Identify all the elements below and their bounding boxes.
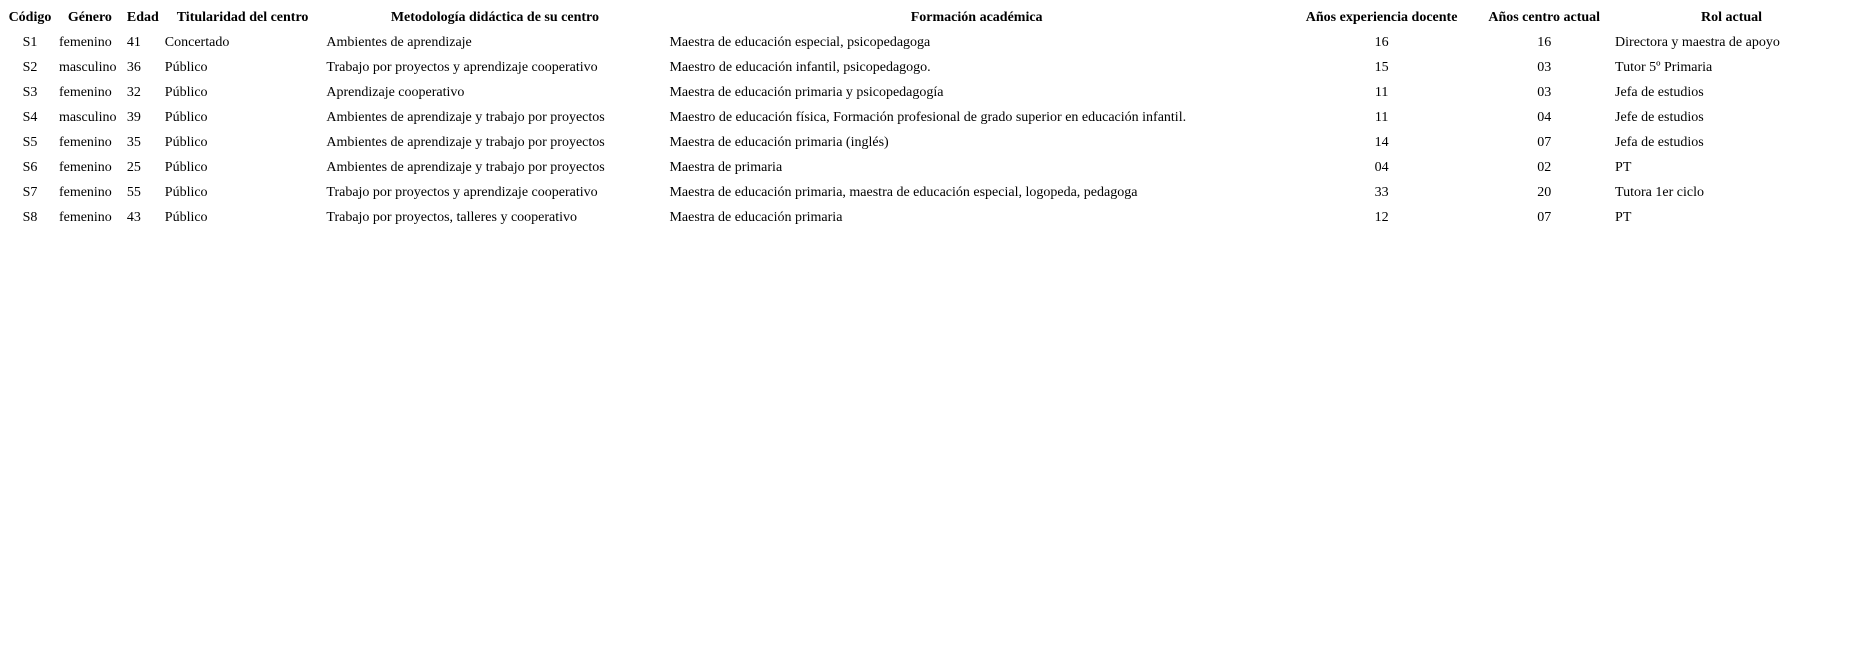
table-row: [4, 180, 1851, 205]
cell-edad: 32: [126, 84, 141, 100]
cell-anos-experiencia: 12: [1374, 209, 1389, 225]
cell-titularidad: Público: [164, 159, 208, 175]
table-row: [4, 155, 1851, 180]
cell-formacion: Maestra de educación primaria (inglés): [669, 134, 889, 150]
cell-anos-experiencia: 11: [1374, 109, 1389, 125]
table-row: [4, 80, 1851, 105]
cell-edad: 36: [126, 59, 141, 75]
cell-codigo: S1: [22, 34, 38, 50]
cell-formacion: Maestra de educación especial, psicopedagoga: [669, 34, 931, 50]
cell-anos-experiencia: 15: [1374, 59, 1389, 75]
cell-genero: masculino: [58, 109, 117, 125]
table-row: [4, 130, 1851, 155]
cell-formacion: Maestro de educación física, Formación profesional de grado superior en educación infantil.: [669, 109, 1187, 125]
cell-formacion: Maestra de primaria: [669, 159, 783, 175]
cell-codigo: S2: [22, 59, 38, 75]
cell-edad: 39: [126, 109, 141, 125]
cell-codigo: S4: [22, 109, 38, 125]
cell-anos-centro: 03: [1537, 59, 1552, 75]
cell-titularidad: Público: [164, 109, 208, 125]
cell-titularidad: Concertado: [164, 34, 230, 50]
cell-metodologia: Trabajo por proyectos y aprendizaje cooperativo: [326, 184, 598, 200]
cell-anos-experiencia: 16: [1374, 34, 1389, 50]
cell-rol: Jefa de estudios: [1615, 84, 1704, 100]
cell-formacion: Maestra de educación primaria, maestra de educación especial, logopeda, pedagoga: [669, 184, 1138, 200]
column-header-anos-centro: Años centro actual: [1488, 9, 1601, 25]
cell-codigo: S3: [22, 84, 38, 100]
cell-anos-centro: 04: [1537, 109, 1552, 125]
column-header-rol: Rol actual: [1700, 9, 1763, 25]
cell-codigo: S8: [22, 209, 38, 225]
cell-anos-centro: 07: [1537, 134, 1552, 150]
cell-metodologia: Ambientes de aprendizaje y trabajo por proyectos: [326, 159, 605, 175]
column-header-genero: Género: [67, 9, 112, 25]
cell-genero: femenino: [58, 209, 112, 225]
cell-genero: femenino: [58, 184, 112, 200]
cell-metodologia: Ambientes de aprendizaje y trabajo por proyectos: [326, 134, 605, 150]
cell-codigo: S6: [22, 159, 38, 175]
cell-anos-experiencia: 04: [1374, 159, 1389, 175]
cell-anos-centro: 03: [1537, 84, 1552, 100]
cell-formacion: Maestra de educación primaria: [669, 209, 843, 225]
table-row: [4, 30, 1851, 55]
header-row: [4, 5, 1851, 30]
column-header-metodologia: Metodología didáctica de su centro: [390, 9, 599, 25]
cell-rol: PT: [1615, 159, 1632, 175]
cell-genero: femenino: [58, 34, 112, 50]
cell-genero: femenino: [58, 134, 112, 150]
cell-metodologia: Ambientes de aprendizaje: [326, 34, 472, 50]
cell-rol: Jefa de estudios: [1615, 134, 1704, 150]
cell-titularidad: Público: [164, 59, 208, 75]
cell-genero: femenino: [58, 159, 112, 175]
cell-genero: femenino: [58, 84, 112, 100]
cell-codigo: S7: [22, 184, 38, 200]
cell-edad: 25: [126, 159, 141, 175]
cell-metodologia: Trabajo por proyectos y aprendizaje cooperativo: [326, 59, 598, 75]
cell-formacion: Maestra de educación primaria y psicopedagogía: [669, 84, 944, 100]
cell-formacion: Maestro de educación infantil, psicopedagogo.: [669, 59, 931, 75]
cell-metodologia: Ambientes de aprendizaje y trabajo por proyectos: [326, 109, 605, 125]
cell-anos-experiencia: 33: [1374, 184, 1389, 200]
cell-titularidad: Público: [164, 184, 208, 200]
cell-rol: Tutora 1er ciclo: [1615, 184, 1704, 200]
table-row: [4, 205, 1851, 230]
cell-genero: masculino: [58, 59, 117, 75]
column-header-codigo: Código: [8, 9, 52, 25]
cell-codigo: S5: [22, 134, 38, 150]
cell-titularidad: Público: [164, 209, 208, 225]
table-row: [4, 105, 1851, 130]
cell-rol: Tutor 5º Primaria: [1615, 59, 1713, 75]
cell-titularidad: Público: [164, 134, 208, 150]
cell-metodologia: Trabajo por proyectos, talleres y cooperativo: [326, 209, 578, 225]
column-header-titularidad: Titularidad del centro: [176, 9, 309, 25]
column-header-edad: Edad: [126, 9, 159, 25]
cell-edad: 43: [126, 209, 141, 225]
cell-anos-centro: 02: [1537, 159, 1552, 175]
cell-rol: PT: [1615, 209, 1632, 225]
column-header-anos-experiencia: Años experiencia docente: [1305, 9, 1458, 25]
cell-rol: Directora y maestra de apoyo: [1615, 34, 1780, 50]
column-header-formacion: Formación académica: [910, 9, 1043, 25]
cell-anos-centro: 16: [1537, 34, 1552, 50]
participants-table: [4, 5, 1851, 230]
cell-edad: 41: [126, 34, 141, 50]
cell-metodologia: Aprendizaje cooperativo: [326, 84, 465, 100]
cell-anos-experiencia: 11: [1374, 84, 1389, 100]
cell-edad: 55: [126, 184, 141, 200]
cell-anos-centro: 07: [1537, 209, 1552, 225]
cell-titularidad: Público: [164, 84, 208, 100]
cell-edad: 35: [126, 134, 141, 150]
cell-anos-centro: 20: [1537, 184, 1552, 200]
table-row: [4, 55, 1851, 80]
cell-rol: Jefe de estudios: [1615, 109, 1704, 125]
cell-anos-experiencia: 14: [1374, 134, 1389, 150]
